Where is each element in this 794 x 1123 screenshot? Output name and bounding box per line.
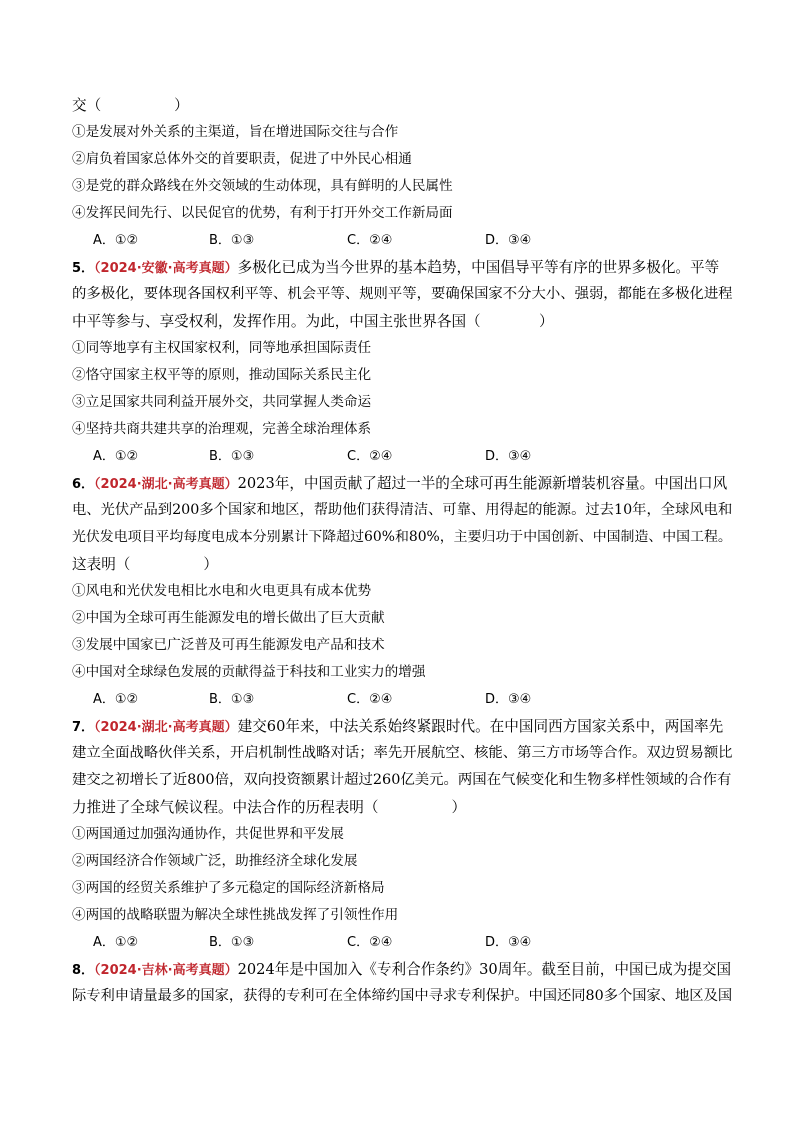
question-6 bbox=[72, 470, 732, 713]
question-source-tag: （2024·吉林·高考真题） bbox=[94, 963, 238, 978]
question-source-tag: （2024·安徽·高考真题） bbox=[94, 261, 238, 276]
question-stem-line bbox=[72, 470, 732, 497]
answer-choices bbox=[72, 929, 732, 956]
answer-choices bbox=[72, 443, 732, 470]
question-number: 7． bbox=[72, 720, 95, 735]
statement-option-3: ③两国的经贸关系维护了多元稳定的国际经济新格局 bbox=[72, 880, 385, 896]
question-list bbox=[72, 92, 732, 1010]
question-stem-line bbox=[72, 713, 732, 740]
question-source-tag: （2024·湖北·高考真题） bbox=[94, 720, 238, 735]
question-7 bbox=[72, 713, 732, 956]
question-4-tail bbox=[72, 92, 732, 254]
statement-option-1: ①是发展对外关系的主渠道，旨在增进国际交往与合作 bbox=[72, 124, 399, 140]
question-stem-line: 的多极化，要体现各国权利平等、机会平等、规则平等，要确保国家不分大小、强弱，都能在多极化进程 bbox=[72, 286, 733, 302]
answer-choices bbox=[72, 227, 732, 254]
statement-option-2: ②肩负着国家总体外交的首要职责，促进了中外民心相通 bbox=[72, 151, 412, 167]
question-8 bbox=[72, 956, 732, 1010]
question-stem-text: 多极化已成为当今世界的基本趋势，中国倡导平等有序的世界多极化。平等 bbox=[237, 259, 720, 276]
question-number: 8． bbox=[72, 963, 95, 978]
question-stem-line: 中平等参与、享受权利，发挥作用。为此，中国主张世界各国（ ） bbox=[72, 313, 554, 330]
choice-c[interactable]: C．②④ bbox=[347, 449, 393, 464]
statement-option-3: ③是党的群众路线在外交领域的生动体现，具有鲜明的人民属性 bbox=[72, 178, 453, 194]
statement-option-1: ①同等地享有主权国家权利，同等地承担国际责任 bbox=[72, 340, 372, 356]
statement-option-1: ①风电和光伏发电相比水电和火电更具有成本优势 bbox=[72, 583, 372, 599]
question-stem-line: 建交之初增长了近800倍，双向投资额累计超过260亿美元。两国在气候变化和生物多样性领域的合作有 bbox=[72, 772, 732, 788]
question-stem-line: 光伏发电项目平均每度电成本分别累计下降超过60%和80%，主要归功于中国创新、中国制造、中国工程。 bbox=[72, 529, 732, 545]
choice-a[interactable]: A．①② bbox=[93, 449, 139, 464]
statement-option-3: ③立足国家共同利益开展外交，共同掌握人类命运 bbox=[72, 394, 372, 410]
choice-a[interactable]: A．①② bbox=[93, 233, 139, 248]
question-source-tag: （2024·湖北·高考真题） bbox=[94, 477, 238, 492]
question-number: 5． bbox=[72, 261, 95, 276]
choice-c[interactable]: C．②④ bbox=[347, 233, 393, 248]
choice-d[interactable]: D．③④ bbox=[485, 935, 532, 950]
choice-b[interactable]: B．①③ bbox=[209, 935, 255, 950]
choice-d[interactable]: D．③④ bbox=[485, 449, 532, 464]
question-stem-line bbox=[72, 956, 732, 983]
choice-d[interactable]: D．③④ bbox=[485, 233, 532, 248]
choice-c[interactable]: C．②④ bbox=[347, 692, 393, 707]
question-stem-line: 这表明（ ） bbox=[72, 556, 218, 573]
question-stem-line: 力推进了全球气候议程。中法合作的历程表明（ ） bbox=[72, 799, 467, 816]
statement-option-3: ③发展中国家已广泛普及可再生能源发电产品和技术 bbox=[72, 637, 385, 653]
choice-c[interactable]: C．②④ bbox=[347, 935, 393, 950]
choice-b[interactable]: B．①③ bbox=[209, 449, 255, 464]
statement-option-2: ②中国为全球可再生能源发电的增长做出了巨大贡献 bbox=[72, 610, 385, 626]
statement-option-4: ④两国的战略联盟为解决全球性挑战发挥了引领性作用 bbox=[72, 907, 399, 923]
question-5 bbox=[72, 254, 732, 470]
question-stem-text: 建交60年来，中法关系始终紧跟时代。在中国同西方国家关系中，两国率先 bbox=[237, 718, 724, 735]
answer-choices bbox=[72, 686, 732, 713]
question-stem-line bbox=[72, 254, 732, 281]
statement-option-4: ④中国对全球绿色发展的贡献得益于科技和工业实力的增强 bbox=[72, 664, 426, 680]
question-stem-line: 际专利申请量最多的国家，获得的专利可在全体缔约国中寻求专利保护。中国还同80多个国家、地区及国 bbox=[72, 988, 733, 1004]
choice-a[interactable]: A．①② bbox=[93, 935, 139, 950]
statement-option-2: ②恪守国家主权平等的原则，推动国际关系民主化 bbox=[72, 367, 372, 383]
question-stem-line: 建立全面战略伙伴关系，开启机制性战略对话；率先开展航空、核能、第三方市场等合作。双边贸易额比 bbox=[72, 745, 733, 761]
choice-b[interactable]: B．①③ bbox=[209, 233, 255, 248]
statement-option-4: ④发挥民间先行、以民促官的优势，有利于打开外交工作新局面 bbox=[72, 205, 453, 221]
question-stem-line: 电、光伏产品到200多个国家和地区，帮助他们获得清洁、可靠、用得起的能源。过去10年，全球风电和 bbox=[72, 502, 733, 518]
statement-option-4: ④坚持共商共建共享的治理观，完善全球治理体系 bbox=[72, 421, 372, 437]
statement-option-2: ②两国经济合作领域广泛，助推经济全球化发展 bbox=[72, 853, 358, 869]
question-stem-text: 2024年是中国加入《专利合作条约》30周年。截至目前，中国已成为提交国 bbox=[237, 961, 732, 978]
choice-a[interactable]: A．①② bbox=[93, 692, 139, 707]
choice-d[interactable]: D．③④ bbox=[485, 692, 532, 707]
choice-b[interactable]: B．①③ bbox=[209, 692, 255, 707]
question-stem-line: 交（ ） bbox=[72, 97, 189, 114]
question-stem-text: 2023年，中国贡献了超过一半的全球可再生能源新增装机容量。中国出口风 bbox=[237, 475, 728, 492]
question-number: 6． bbox=[72, 477, 95, 492]
statement-option-1: ①两国通过加强沟通协作，共促世界和平发展 bbox=[72, 826, 344, 842]
